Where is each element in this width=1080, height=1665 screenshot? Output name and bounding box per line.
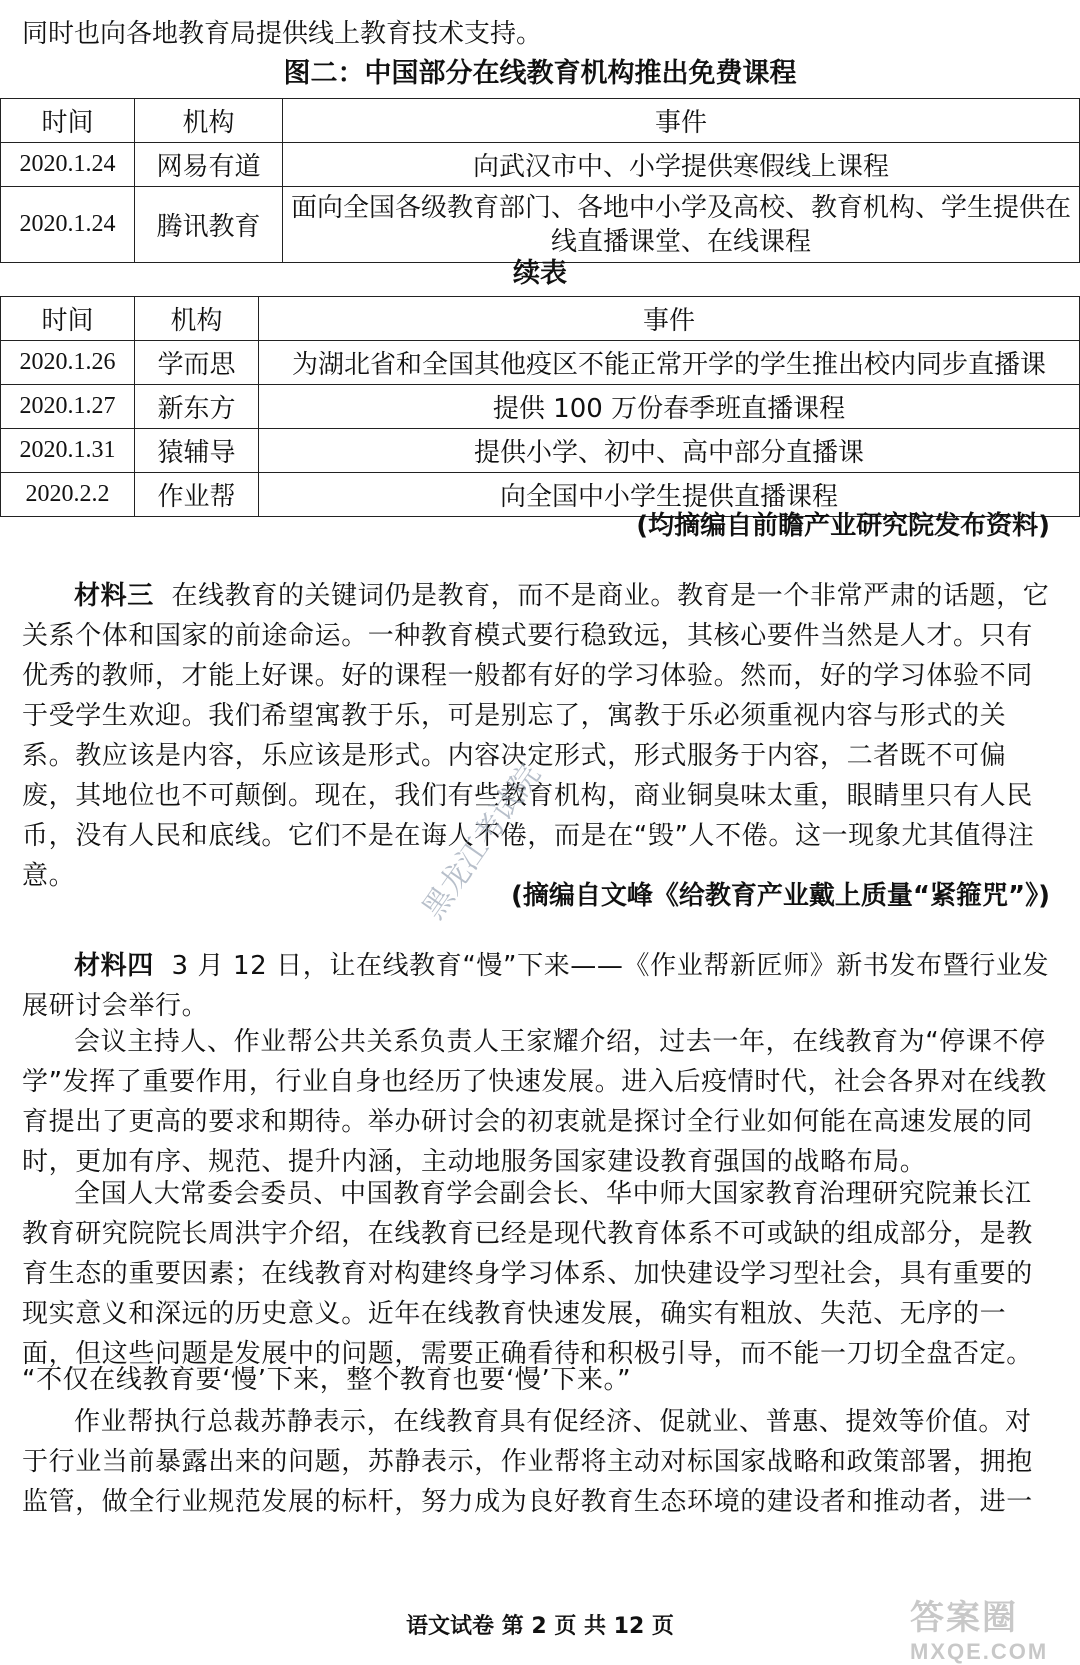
- material4-paragraph-1: 会议主持人、作业帮公共关系负责人王家耀介绍，过去一年，在线教育为“停课不停学”发挥了重要作用，行业自身也经历了快速发展。进入后疫情时代，社会各界对在线教育提出了更高的要求和期待。举办研讨会的初衷就是探讨全行业如何能在高速发展的同时，更加有序、规范、提升内涵，主动地服务国家建设教育强国的战略布局。: [22, 1027, 1047, 1177]
- material3-source: (摘编自文峰《给教育产业戴上质量“紧箍咒”》): [511, 881, 1050, 911]
- table-header-row: [1, 297, 1080, 341]
- table-row: [1, 385, 1080, 429]
- table-row: [1, 429, 1080, 473]
- watermark-logo-title: 答案圈: [910, 1599, 1018, 1637]
- cell-org: 学而思: [135, 341, 259, 385]
- table-header-row: [1, 99, 1080, 143]
- cell-date: 2020.2.2: [1, 473, 135, 517]
- figure2-source: (均摘编自前瞻产业研究院发布资料): [636, 511, 1050, 541]
- header-event: 事件: [259, 297, 1080, 341]
- material4-paragraph-3: 作业帮执行总裁苏静表示，在线教育具有促经济、促就业、普惠、提效等价值。对于行业当前暴露出来的问题，苏静表示，作业帮将主动对标国家战略和政策部署，拥抱监管，做全行业规范发展的标杆，努力成为良好教育生态环境的建设者和推动者，进一: [22, 1407, 1033, 1517]
- cell-event: 为湖北省和全国其他疫区不能正常开学的学生推出校内同步直播课: [259, 341, 1080, 385]
- cell-event: 提供小学、初中、高中部分直播课: [259, 429, 1080, 473]
- cell-event: 面向全国各级教育部门、各地中小学及高校、教育机构、学生提供在线直播课堂、在线课程: [283, 187, 1080, 263]
- header-time: 时间: [1, 99, 135, 143]
- cell-org: 网易有道: [135, 143, 283, 187]
- material4-intro: 3 月 12 日，让在线教育“慢”下来——《作业帮新匠师》新书发布暨行业发展研讨会举行。: [22, 951, 1050, 1021]
- site-watermark-logo: [910, 1590, 1060, 1664]
- table-row: [1, 143, 1080, 187]
- cell-org: 猿辅导: [135, 429, 259, 473]
- figure2-title: 图二：中国部分在线教育机构推出免费课程: [283, 58, 797, 89]
- material3-label: 材料三: [74, 581, 154, 611]
- continued-title: 续表: [513, 258, 567, 289]
- cell-date: 2020.1.24: [1, 187, 135, 263]
- cell-date: 2020.1.24: [1, 143, 135, 187]
- figure2-continued-table: [0, 296, 1080, 517]
- watermark-logo-url: MXQE.COM: [910, 1639, 1049, 1664]
- header-time: 时间: [1, 297, 135, 341]
- material4-label: 材料四: [74, 951, 154, 981]
- cell-event: 向武汉市中、小学提供寒假线上课程: [283, 143, 1080, 187]
- table-row: [1, 187, 1080, 263]
- intro-line: 同时也向各地教育局提供线上教育技术支持。: [22, 19, 543, 49]
- table-row: [1, 341, 1080, 385]
- header-event: 事件: [283, 99, 1080, 143]
- header-org: 机构: [135, 99, 283, 143]
- figure2-table: [0, 98, 1080, 263]
- diagonal-watermark: 黑龙江考试院: [415, 758, 548, 926]
- cell-date: 2020.1.27: [1, 385, 135, 429]
- cell-org: 作业帮: [135, 473, 259, 517]
- cell-event: 向全国中小学生提供直播课程: [259, 473, 1080, 517]
- cell-date: 2020.1.26: [1, 341, 135, 385]
- cell-date: 2020.1.31: [1, 429, 135, 473]
- cell-org: 腾讯教育: [135, 187, 283, 263]
- material4-quote: “不仅在线教育要‘慢’下来，整个教育也要‘慢’下来。”: [22, 1365, 632, 1395]
- material3-text: 在线教育的关键词仍是教育，而不是商业。教育是一个非常严肃的话题，它关系个体和国家的前途命运。一种教育模式要行稳致远，其核心要件当然是人才。只有优秀的教师，才能上好课。好的课程一般都有好的学习体验。然而，好的学习体验不同于受学生欢迎。我们希望寓教于乐，可是别忘了，寓教于乐必须重视内容与形式的关系。教应该是内容，乐应该是形式。内容决定形式，形式服务于内容，二者既不可偏废，其地位也不可颠倒。现在，我们有些教育机构，商业铜臭味太重，眼睛里只有人民币，没有人民和底线。它们不是在诲人不倦，而是在“毁”人不倦。这一现象尤其值得注意。: [22, 581, 1050, 891]
- cell-event: 提供 100 万份春季班直播课程: [259, 385, 1080, 429]
- cell-org: 新东方: [135, 385, 259, 429]
- page-footer: 语文试卷 第 2 页 共 12 页: [406, 1614, 674, 1639]
- header-org: 机构: [135, 297, 259, 341]
- material4-paragraph-2: 全国人大常委会委员、中国教育学会副会长、华中师大国家教育治理研究院兼长江教育研究院院长周洪宇介绍，在线教育已经是现代教育体系不可或缺的组成部分，是教育生态的重要因素；在线教育对构建终身学习体系、加快建设学习型社会，具有重要的现实意义和深远的历史意义。近年在线教育快速发展，确实有粗放、失范、无序的一面，但这些问题是发展中的问题，需要正确看待和积极引导，而不能一刀切全盘否定。: [22, 1179, 1033, 1369]
